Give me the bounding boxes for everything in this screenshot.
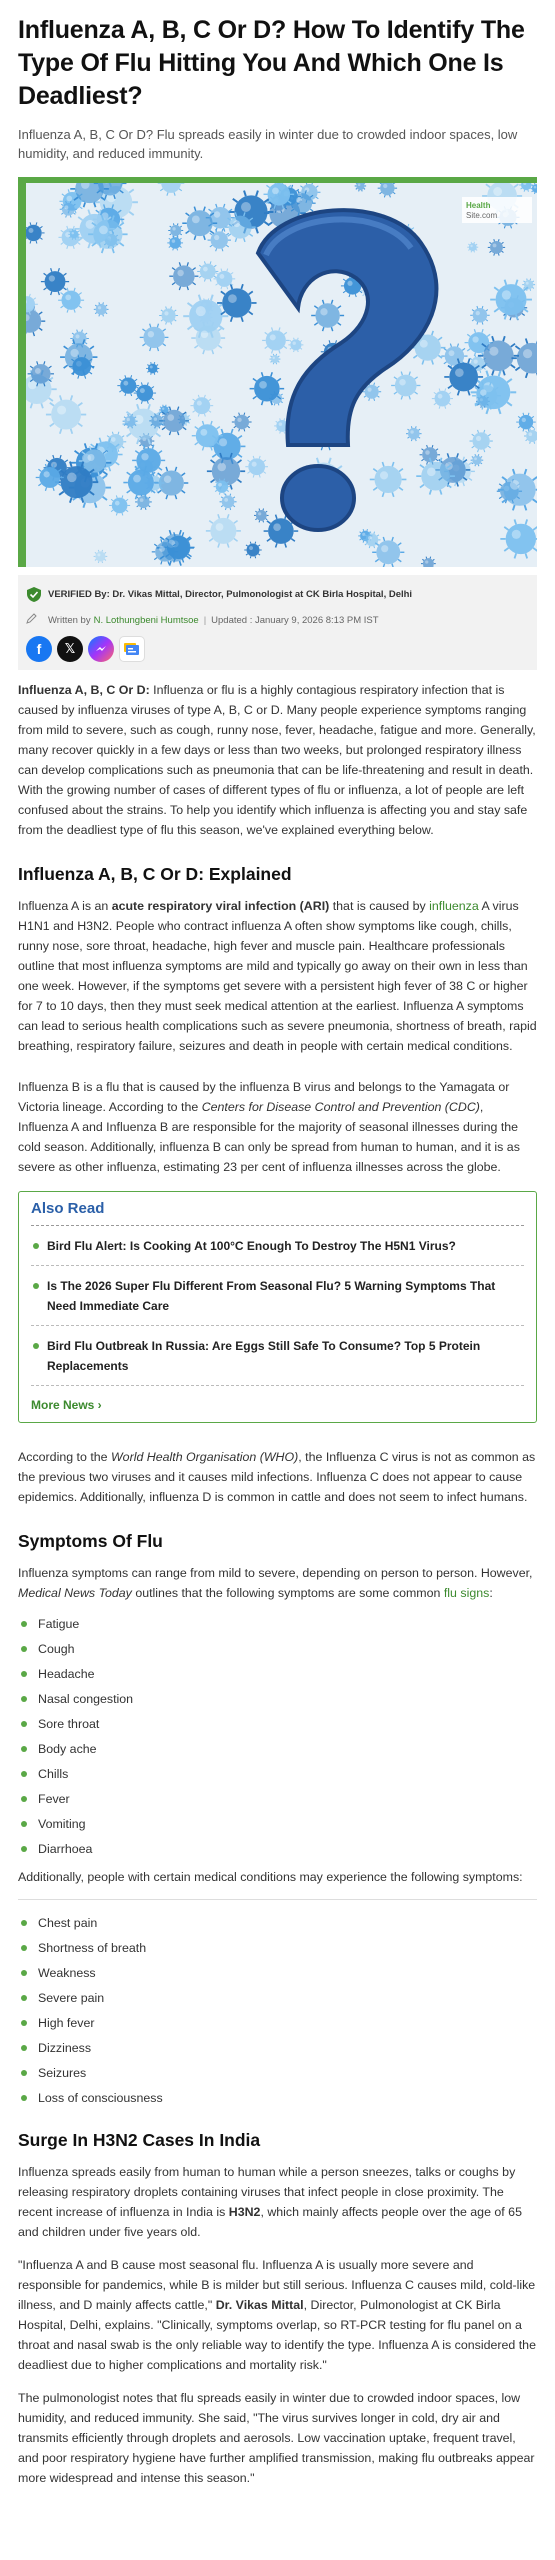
section-heading-explained: Influenza A, B, C Or D: Explained <box>18 864 292 884</box>
symptom-list-item <box>18 1711 537 1736</box>
symptom-list-item <box>18 1960 537 1985</box>
messenger-icon[interactable] <box>88 636 114 662</box>
section-heading-h3n2: Surge In H3N2 Cases In India <box>18 2130 261 2150</box>
symptom-list-item <box>18 1935 537 1960</box>
symptom-list-item <box>18 1910 537 1935</box>
symptom-list-item <box>18 1985 537 2010</box>
verified-shield-icon <box>26 586 42 602</box>
hero-image <box>18 177 537 567</box>
symptoms-intro: Influenza symptoms can range from mild to severe, depending on person to person. However, Medical News Today outlines that the following symptoms are some common flu signs: <box>18 1566 533 1600</box>
symptom-label: Body ache <box>38 1741 97 1756</box>
svg-text:Site.com: Site.com <box>466 211 498 220</box>
section-heading-symptoms: Symptoms Of Flu <box>18 1531 163 1551</box>
flu-signs-link[interactable]: flu signs <box>443 1586 490 1600</box>
symptom-label: Loss of consciousness <box>38 2090 163 2105</box>
symptom-label: Seizures <box>38 2065 87 2080</box>
also-read-item[interactable]: Is The 2026 Super Flu Different From Seasonal Flu? 5 Warning Symptoms That Need Immediate Care <box>31 1266 524 1326</box>
symptom-label: Dizziness <box>38 2040 92 2055</box>
h3n2-paragraph: Influenza spreads easily from human to human while a person sneezes, talks or coughs by releasing respiratory droplets containing viruses that infect people in close proximity. The recent increase of influenza in India is H3N2, which mainly affects people over the age of 65 and children under five years old. <box>18 2165 522 2239</box>
bullet-dot <box>33 1243 39 1249</box>
symptom-list-item <box>18 2010 537 2035</box>
symptom-label: Chest pain <box>38 1915 98 1930</box>
symptom-list-item <box>18 1636 537 1661</box>
symptom-list-item <box>18 1786 537 1811</box>
svg-text:Health: Health <box>466 201 491 210</box>
healthsite-logo <box>462 197 532 223</box>
symptom-label: High fever <box>38 2015 95 2030</box>
bullet-dot <box>21 1646 27 1652</box>
symptom-label: Severe pain <box>38 1990 105 2005</box>
expert-quote-paragraph: "Influenza A and B cause most seasonal flu. Influenza A is usually more severe and responsible for pandemics, while B is milder but still serious. Influenza C causes mild, cold-like illness, and D mainly affects cattle," Dr. Vikas Mittal, Director, Pulmonologist at CK Birla Hospital, Delhi, explains. "Clinically, symptoms overlap, so RT-PCR testing for flu panel on a throat and nasal swab is the only reliable way to identify the type. Influenza A is considered the deadliest due to higher complications and mortality risk." <box>18 2258 536 2372</box>
symptom-label: Chills <box>38 1766 69 1781</box>
influenza-b-paragraph: Influenza B is a flu that is caused by the influenza B virus and belongs to the Yamagata or Victoria lineage. According to the Centers for Disease Control and Prevention (CDC), Influenza A and Influenza B are responsible for the majority of seasonal illnesses during the cold season. Additionally, influenza B can only be spread from human to human, and it is as severe as other influenza, estimating 23 per cent of influenza illnesses across the globe. <box>18 1080 520 1174</box>
byline-prefix: Written by <box>48 614 91 626</box>
symptom-label: Weakness <box>38 1965 96 1980</box>
symptom-list-item <box>18 1761 537 1786</box>
symptom-list-item <box>18 1836 537 1861</box>
also-read-title: Also Read <box>31 1200 524 1226</box>
x-icon[interactable]: 𝕏 <box>57 636 83 662</box>
bullet-dot <box>21 1970 27 1976</box>
bullet-dot <box>21 1771 27 1777</box>
bullet-dot <box>33 1283 39 1289</box>
symptom-list-item <box>18 2060 537 2085</box>
bullet-dot <box>21 1796 27 1802</box>
bullet-dot <box>21 2070 27 2076</box>
facebook-icon[interactable]: f <box>26 636 52 662</box>
symptom-label: Cough <box>38 1641 75 1656</box>
also-read-box <box>18 1191 537 1423</box>
google-news-icon[interactable] <box>119 636 145 662</box>
winter-spread-paragraph: The pulmonologist notes that flu spreads easily in winter due to crowded indoor spaces, low humidity, and reduced immunity. She said, "The virus survives longer in cold, dry air and transmits efficiently through droplets and aerosols. Low vaccination uptake, frequent travel, and poor respiratory hygiene have further amplified transmission, making flu outbreaks appear more widespread and intense this season." <box>18 2391 535 2485</box>
symptom-label: Shortness of breath <box>38 1940 147 1955</box>
influenza-c-paragraph: According to the World Health Organisation (WHO), the Influenza C virus is not as common as the previous two viruses and it causes mild infections. Influenza C does not appear to cause epidemics. Additionally, influenza D is common in cattle and does not seem to infect humans. <box>18 1450 536 1504</box>
byline <box>26 613 529 627</box>
intro-text: Influenza or flu is a highly contagious respiratory infection that is caused by influenza viruses of type A, B, C or D. Many people experience symptoms ranging from mild to severe, such as cough, runny nose, fever, headache, fatigue and more. Generally, many recover quickly in a few days or less than two weeks, but prolonged respiratory illness can develop complications such as pneumonia that can be life-threatening and result in death. With the growing number of cases of different types of flu or influenza, a lot of people are left confused about the strains. To help you identify which influenza is affecting you and stay safe from the deadliest type of flu this season, we've explained everything below. <box>18 683 536 837</box>
verified-expert[interactable]: Dr. Vikas Mittal, Director, Pulmonologist at CK Birla Hospital, Delhi <box>112 588 413 600</box>
symptom-list-item <box>18 2085 537 2110</box>
symptom-label: Vomiting <box>38 1816 86 1831</box>
pen-icon <box>26 613 42 627</box>
bullet-dot <box>21 1721 27 1727</box>
also-read-item[interactable]: Bird Flu Outbreak In Russia: Are Eggs Still Safe To Consume? Top 5 Protein Replacements <box>31 1326 524 1386</box>
symptom-list-item <box>18 1736 537 1761</box>
bullet-dot <box>21 1945 27 1951</box>
symptom-list-item <box>18 1811 537 1836</box>
symptom-label: Headache <box>38 1666 95 1681</box>
intro-lead: Influenza A, B, C Or D: <box>18 683 150 697</box>
bullet-dot <box>21 2045 27 2051</box>
severe-symptoms-list <box>18 1910 537 2110</box>
author-link[interactable]: N. Lothungbeni Humtsoe <box>93 614 199 626</box>
symptom-list-item <box>18 2035 537 2060</box>
bullet-dot <box>21 1621 27 1627</box>
also-read-item[interactable]: Bird Flu Alert: Is Cooking At 100°C Enough To Destroy The H5N1 Virus? <box>31 1226 524 1266</box>
symptom-label: Fatigue <box>38 1616 80 1631</box>
bullet-dot <box>33 1343 39 1349</box>
byline-separator: | <box>203 614 207 626</box>
bullet-dot <box>21 1671 27 1677</box>
verification-box <box>18 575 537 670</box>
bullet-dot <box>21 2095 27 2101</box>
symptom-label: Nasal congestion <box>38 1691 134 1706</box>
updated-timestamp: Updated : January 9, 2026 8:13 PM IST <box>211 614 379 626</box>
bullet-dot <box>21 1821 27 1827</box>
bullet-dot <box>21 2020 27 2026</box>
symptom-list-item <box>18 1686 537 1711</box>
bullet-dot <box>21 1696 27 1702</box>
bullet-dot <box>21 1746 27 1752</box>
symptom-label: Diarrhoea <box>38 1841 93 1856</box>
share-buttons <box>26 636 529 662</box>
influenza-a-paragraph: Influenza A is an acute respiratory viral infection (ARI) that is caused by influenza A virus H1N1 and H3N2. People who contract influenza A often show symptoms like cough, chills, runny nose, sore throat, headache, high fever and muscle pain. Healthcare professionals outline that most influenza symptoms are mild and typically go away on their own in less than one week. However, if the symptoms get severe with a persistent high fever of 38 C or higher for 7 to 10 days, then they must seek medical attention at the earliest. Influenza A symptoms can lead to serious health complications such as severe pneumonia, shortness of breath, rapid breathing, respiratory failure, seizures and death in people with certain medical conditions. <box>18 899 537 1053</box>
bullet-dot <box>21 1995 27 2001</box>
symptom-label: Fever <box>38 1791 70 1806</box>
influenza-link[interactable]: influenza <box>429 899 479 913</box>
additional-symptoms-intro: Additionally, people with certain medical conditions may experience the following symptoms: <box>18 1870 523 1884</box>
verified-by-row <box>26 585 529 603</box>
intro-paragraph <box>18 680 537 840</box>
symptom-list-item <box>18 1661 537 1686</box>
divider <box>18 1899 537 1900</box>
flu-virus-question-mark-illustration <box>26 183 537 567</box>
symptom-label: Sore throat <box>38 1716 100 1731</box>
verified-label: VERIFIED By: <box>48 588 110 600</box>
bullet-dot <box>21 1920 27 1926</box>
article-title: Influenza A, B, C Or D? How To Identify The Type Of Flu Hitting You And Which One Is Deadliest? <box>18 16 525 110</box>
common-symptoms-list <box>18 1611 537 1861</box>
bullet-dot <box>21 1846 27 1852</box>
article-subtitle: Influenza A, B, C Or D? Flu spreads easily in winter due to crowded indoor spaces, low humidity, and reduced immunity. <box>18 127 518 161</box>
symptom-list-item <box>18 1611 537 1636</box>
more-news-link[interactable]: More News › <box>31 1398 102 1412</box>
